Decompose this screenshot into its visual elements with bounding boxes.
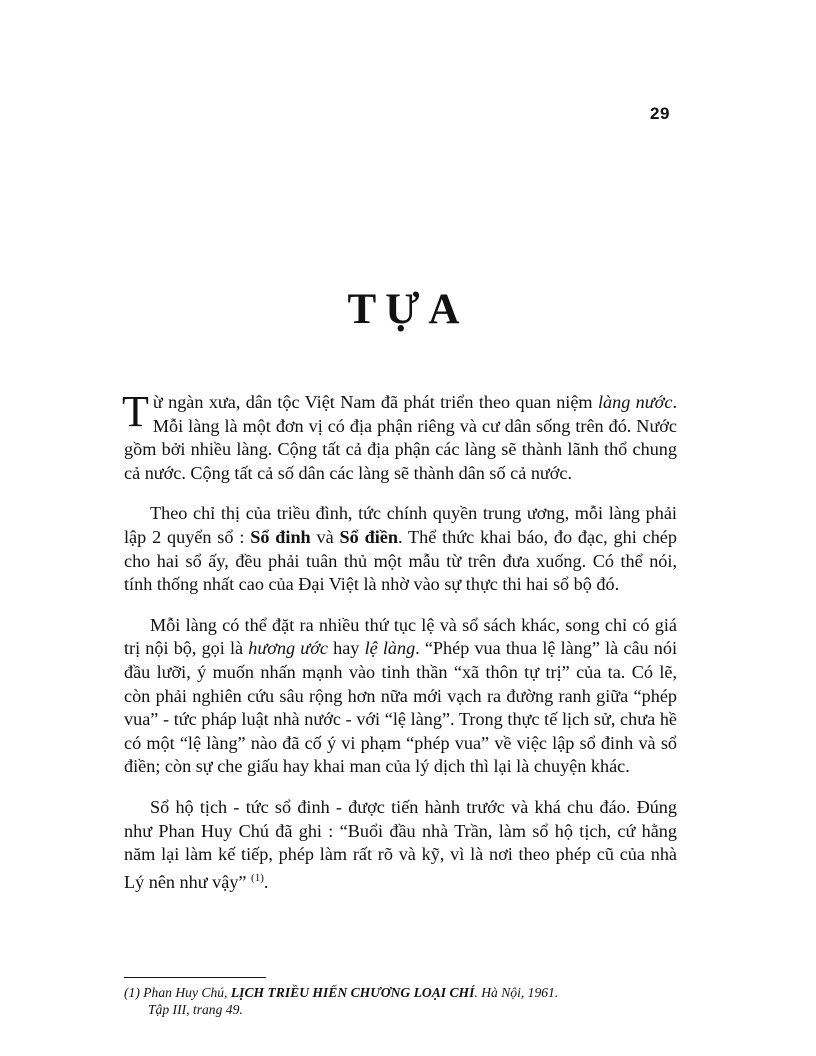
text-run: . <box>263 871 269 892</box>
text-run: Sổ hộ tịch - tức sổ đinh - được tiến hành trước và khá chu đáo. Đúng như Phan Huy Chú đã ghi : “Buổi đầu nhà Trần, làm sổ hộ tịch, cứ hằng năm lại làm kế tiếp, phép làm rất rõ và kỹ, vì là nơi theo phép cũ của nhà Lý nên như vậy” <box>124 796 677 892</box>
footnote-ref: (1) <box>251 871 264 884</box>
text-run: ừ ngàn xưa, dân tộc Việt Nam đã phát triển theo quan niệm <box>152 392 598 412</box>
footnote-prefix: (1) Phan Huy Chú, <box>124 985 231 1000</box>
body-text <box>122 387 678 911</box>
paragraph <box>122 387 677 485</box>
drop-cap: T <box>122 387 149 436</box>
footnote <box>124 984 684 1018</box>
paragraph <box>124 502 677 596</box>
text-run: Mỗi làng có thể đặt ra nhiều thứ tục lệ và sổ sách khác, song chỉ có giá trị nội bộ, gọi là <box>124 614 677 659</box>
text-run: hay <box>328 638 365 659</box>
footnote-divider <box>124 977 266 978</box>
text-run: . “Phép vua thua lệ làng” là câu nói đầu lưỡi, ý muốn nhấn mạnh vào tinh thần “xã thôn tự trị” của ta. Có lẽ, còn phải nghiên cứu sâu rộng hơn nữa mới vạch ra đường ranh giữa “phép vua” - tức pháp luật nhà nước - với “lệ làng”. Trong thực tế lịch sử, chưa hề có một “lệ làng” nào đã cố ý vi phạm “phép vua” về việc lập sổ đinh và sổ điền; còn sự che giấu hay khai man của lý dịch thì lại là chuyện khác. <box>124 638 678 777</box>
footnote-line-2: Tập III, trang 49. <box>148 1002 243 1017</box>
text-run: Theo chỉ thị của triều đình, tức chính quyền trung ương, mỗi làng phải lập 2 quyển sổ : <box>124 503 677 547</box>
text-run: . Thể thức khai báo, đo đạc, ghi chép cho hai sổ ấy, đều phải tuân thủ một mẫu từ trên đưa xuống. Có thể nói, tính thống nhất cao của Đại Việt là nhờ vào sự thực thi hai sổ bộ đó. <box>124 526 677 595</box>
text-run: . Mỗi làng là một đơn vị có địa phận riêng và cư dân sống trên đó. Nước gồm bởi nhiều làng. Cộng tất cả địa phận các làng sẽ thành lãnh thổ chung cả nước. Cộng tất cả số dân các làng sẽ thành dân số cả nước. <box>124 392 677 483</box>
bold-term: Sổ đinh <box>250 526 311 547</box>
page-title: TỰA <box>347 286 469 333</box>
paragraph <box>124 614 677 779</box>
italic-term: làng nước <box>597 392 673 412</box>
bold-term: Sổ điền <box>339 526 398 547</box>
page-number: 29 <box>650 104 670 123</box>
footnote-book-title: LỊCH TRIỀU HIẾN CHƯƠNG LOẠI CHÍ <box>230 985 475 1000</box>
footnote-place-year: . Hà Nội, 1961. <box>474 985 559 1000</box>
italic-term: hương ước <box>248 638 328 659</box>
paragraph <box>124 796 677 894</box>
italic-term: lệ làng <box>364 638 416 659</box>
text-run: và <box>310 526 340 547</box>
